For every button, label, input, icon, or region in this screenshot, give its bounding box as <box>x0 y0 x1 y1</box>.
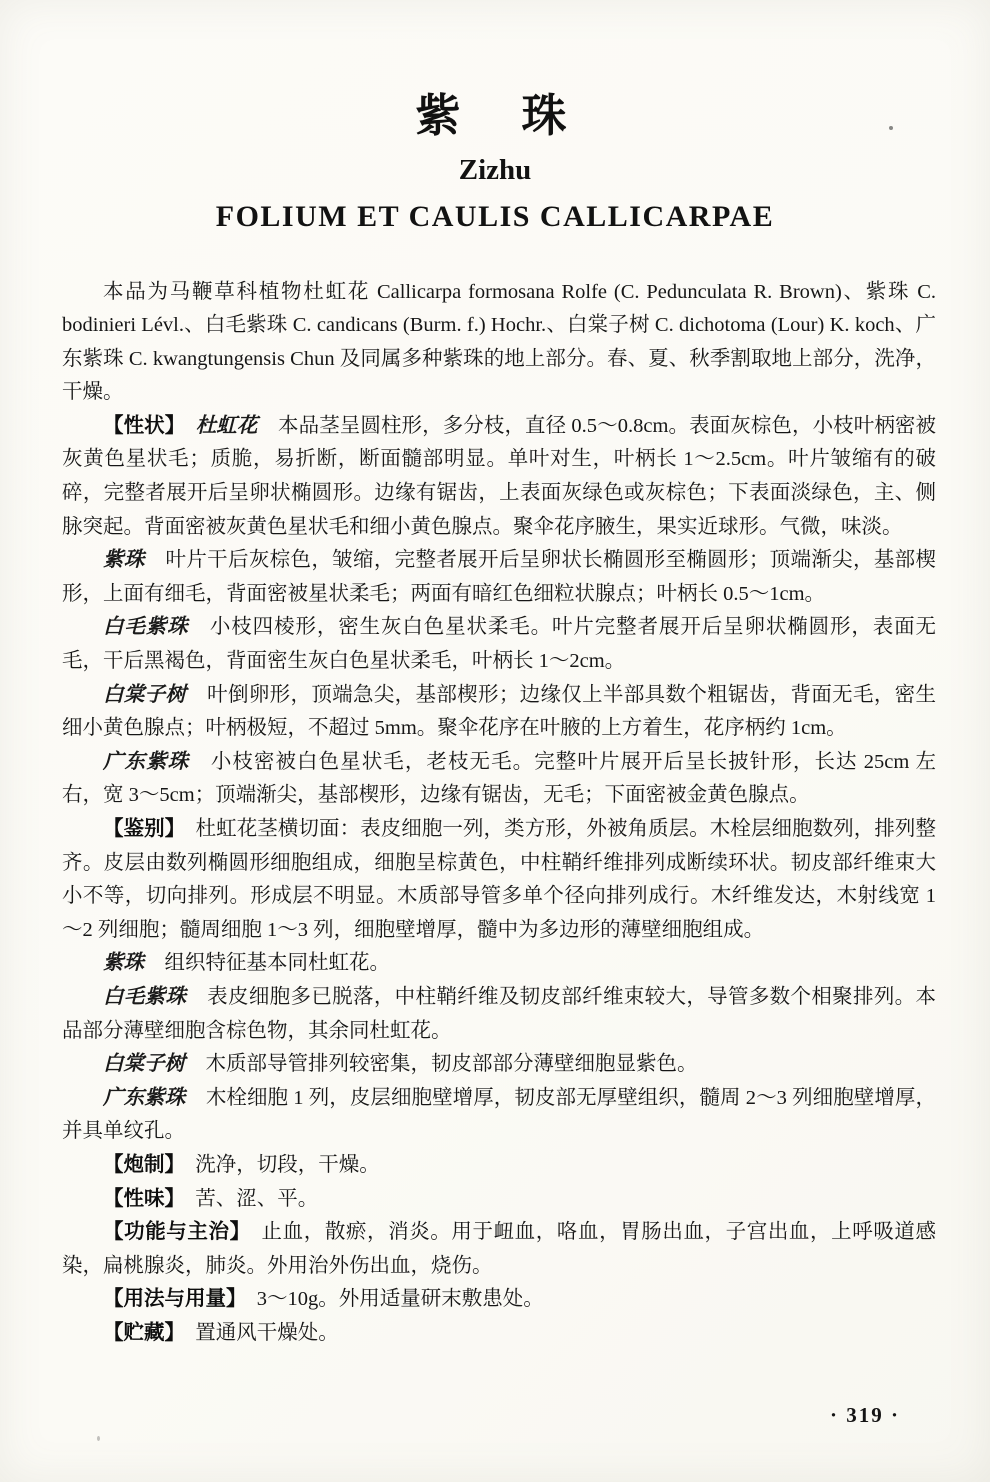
paragraph-text: 止血，散瘀，消炎。用于衄血，咯血，胃肠出血，子宫出血，上呼吸道感染，扁桃腺炎，肺炎。外用治外伤出血，烧伤。 <box>62 1221 937 1277</box>
paragraph <box>62 611 936 678</box>
scan-speck <box>889 126 893 130</box>
paragraph <box>62 1283 936 1317</box>
section-label: 【性状】 <box>103 414 196 437</box>
paragraph-text: 本品为马鞭草科植物杜虹花 Callicarpa formosana Rolfe (C. Pedunculata R. Brown)、紫珠 C. bodinieri Lévl.、白毛紫珠 C. candicans (Burm. f.) Hochr.、白棠子树 C. dichotoma (Lour) K. koch、广东紫珠 C. kwangtungensis Chun 及同属多种紫珠的地上部分。春、夏、秋季割取地上部分，洗净，干燥。 <box>62 280 936 404</box>
paragraph <box>62 410 936 544</box>
variety-name: 白棠子树 <box>103 1053 206 1076</box>
page-title-pinyin: Zizhu <box>458 153 532 186</box>
variety-name: 白毛紫珠 <box>103 985 208 1008</box>
paragraph <box>62 1183 936 1217</box>
paragraph-text: 小枝密被白色星状毛，老枝无毛。完整叶片展开后呈长披针形，长达 25cm 左右，宽 3～5cm；顶端渐尖，基部楔形，边缘有锯齿，无毛；下面密被金黄色腺点。 <box>62 750 937 807</box>
page-title-latin: FOLIUM ET CAULIS CALLICARPAE <box>215 199 775 233</box>
variety-name: 杜虹花 <box>195 414 279 437</box>
variety-name: 白毛紫珠 <box>103 616 210 639</box>
variety-name: 紫珠 <box>103 952 165 975</box>
page-header <box>0 0 990 234</box>
paragraph-text: 组织特征基本同杜虹花。 <box>164 952 390 975</box>
paragraph <box>62 1048 936 1082</box>
body-paragraphs <box>62 276 936 1351</box>
paragraph <box>62 276 936 410</box>
section-label: 【炮制】 <box>103 1153 196 1176</box>
paragraph <box>62 1216 936 1283</box>
page-title: 紫 珠 <box>415 91 575 141</box>
paragraph-text: 3～10g。外用适量研末敷患处。 <box>256 1288 544 1311</box>
paragraph <box>62 1082 936 1149</box>
paragraph <box>62 1317 936 1351</box>
section-label: 【鉴别】 <box>103 818 196 840</box>
paragraph <box>62 813 936 947</box>
section-label: 【性味】 <box>103 1187 196 1210</box>
paragraph <box>62 746 936 813</box>
paragraph-text: 置通风干燥处。 <box>195 1321 339 1344</box>
paragraph-text: 洗净，切段，干燥。 <box>195 1153 380 1176</box>
variety-name: 白棠子树 <box>103 683 208 706</box>
paragraph-text: 叶片干后灰棕色，皱缩，完整者展开后呈卵状长椭圆形至椭圆形；顶端渐尖，基部楔形，上面有细毛，背面密被星状柔毛；两面有暗红色细粒状腺点；叶柄长 0.5～1cm。 <box>62 549 936 605</box>
paragraph-text: 苦、涩、平。 <box>195 1187 319 1210</box>
section-label: 【用法与用量】 <box>103 1288 257 1311</box>
paragraph <box>62 947 936 981</box>
scan-speck <box>97 1436 100 1441</box>
paragraph-text: 叶倒卵形，顶端急尖，基部楔形；边缘仅上半部具数个粗锯齿，背面无毛，密生细小黄色腺点；叶柄极短，不超过 5mm。聚伞花序在叶腋的上方着生，花序柄约 1cm。 <box>62 683 937 740</box>
paragraph <box>62 679 936 746</box>
paragraph-text: 木栓细胞 1 列，皮层细胞壁增厚，韧皮部无厚壁组织，髓周 2～3 列细胞壁增厚，并具单纹孔。 <box>62 1086 936 1143</box>
section-label: 【贮藏】 <box>103 1321 196 1344</box>
paragraph-text: 表皮细胞多已脱落，中柱鞘纤维及韧皮部纤维束较大，导管多数个相聚排列。本品部分薄壁细胞含棕色物，其余同杜虹花。 <box>62 985 937 1042</box>
page-number: · 319 · <box>829 1403 900 1427</box>
paragraph <box>62 1149 936 1183</box>
paragraph-text: 杜虹花茎横切面：表皮细胞一列，类方形，外被角质层。木栓层细胞数列，排列整齐。皮层由数列椭圆形细胞组成，细胞呈棕黄色，中柱鞘纤维排列成断续环状。韧皮部纤维束大小不等，切向排列。形成层不明显。木质部导管多单个径向排列成行。木纤维发达，木射线宽 1～2 列细胞；髓周细胞 1～3 列，细胞壁增厚，髓中为多边形的薄壁细胞组成。 <box>62 818 936 941</box>
variety-name: 广东紫珠 <box>103 750 211 773</box>
paragraph-text: 木质部导管排列较密集，韧皮部部分薄壁细胞显紫色。 <box>205 1053 698 1076</box>
section-label: 【功能与主治】 <box>103 1221 262 1244</box>
paragraph <box>62 544 936 611</box>
paragraph <box>62 981 936 1048</box>
variety-name: 广东紫珠 <box>103 1086 206 1109</box>
paragraph-text: 小枝四棱形，密生灰白色星状柔毛。叶片完整者展开后呈卵状椭圆形，表面无毛，干后黑褐色，背面密生灰白色星状柔毛，叶柄长 1～2cm。 <box>62 616 937 673</box>
paragraph-text: 本品茎呈圆柱形，多分枝，直径 0.5～0.8cm。表面灰棕色，小枝叶柄密被灰黄色星状毛；质脆，易折断，断面髓部明显。单叶对生，叶柄长 1～2.5cm。叶片皱缩有的破碎，完整者展开后呈卵状椭圆形。边缘有锯齿，上表面灰绿色或灰棕色；下表面淡绿色，主、侧脉突起。背面密被灰黄色星状毛和细小黄色腺点。聚伞花序腋生，果实近球形。气微，味淡。 <box>62 414 937 538</box>
variety-name: 紫珠 <box>103 549 166 572</box>
